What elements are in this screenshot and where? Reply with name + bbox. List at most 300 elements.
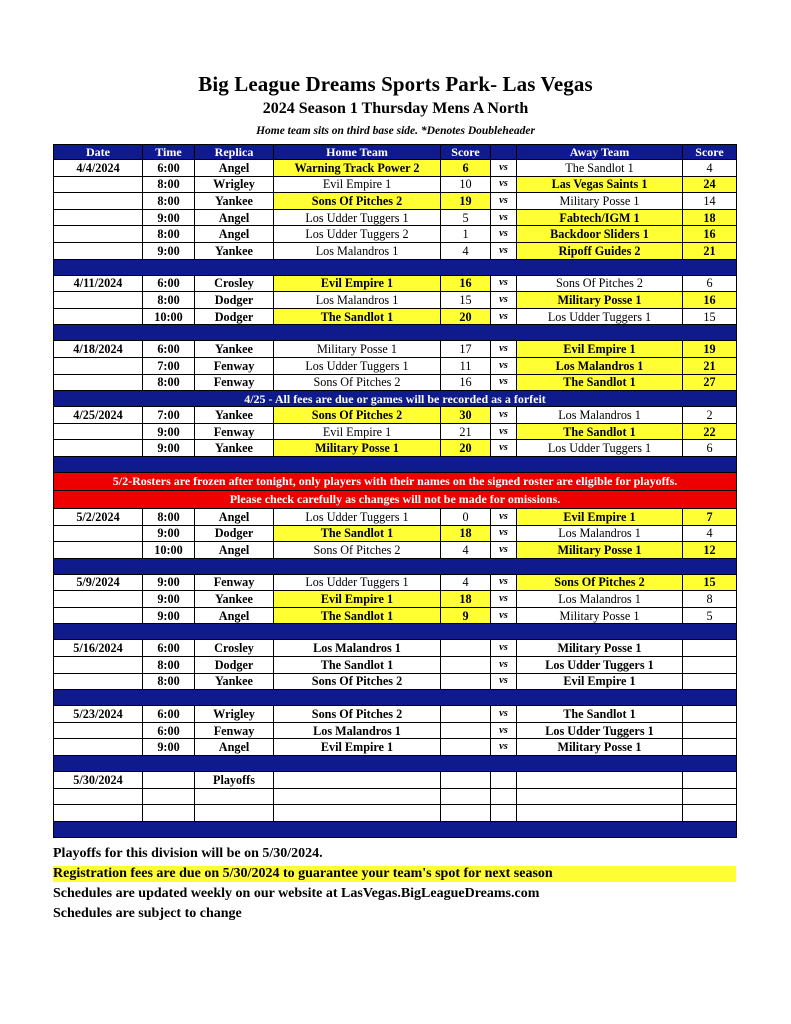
home-team-cell: Evil Empire 1 bbox=[274, 739, 441, 756]
home-score-cell bbox=[441, 739, 491, 756]
home-team-cell: Sons Of Pitches 2 bbox=[274, 673, 441, 690]
table-row bbox=[54, 722, 737, 739]
away-team-cell: Military Posse 1 bbox=[517, 542, 683, 559]
table-row bbox=[54, 440, 737, 457]
table-row bbox=[54, 788, 737, 805]
away-score-cell: 15 bbox=[683, 308, 737, 325]
table-row bbox=[54, 607, 737, 624]
date-cell: 5/16/2024 bbox=[54, 640, 143, 657]
home-team-cell: Los Malandros 1 bbox=[274, 640, 441, 657]
date-cell bbox=[54, 423, 143, 440]
table-row bbox=[54, 542, 737, 559]
replica-cell: Dodger bbox=[195, 525, 274, 542]
schedule-body bbox=[54, 145, 737, 838]
home-score-cell: 10 bbox=[441, 176, 491, 193]
time-cell bbox=[143, 772, 195, 789]
table-row bbox=[54, 275, 737, 292]
replica-cell: Yankee bbox=[195, 193, 274, 210]
replica-cell: Wrigley bbox=[195, 176, 274, 193]
away-score-cell: 16 bbox=[683, 226, 737, 243]
vs-cell: vs bbox=[491, 226, 517, 243]
roster-alert: 5/2-Rosters are frozen after tonight, only players with their names on the signed roster are eligible for playoffs. bbox=[54, 472, 737, 490]
away-team-cell: The Sandlot 1 bbox=[517, 423, 683, 440]
col-vs-header bbox=[491, 145, 517, 160]
time-cell: 8:00 bbox=[143, 508, 195, 525]
replica-cell: Angel bbox=[195, 209, 274, 226]
time-cell: 6:00 bbox=[143, 706, 195, 723]
home-score-cell: 16 bbox=[441, 275, 491, 292]
away-score-cell: 4 bbox=[683, 160, 737, 177]
home-team-cell: Los Malandros 1 bbox=[274, 242, 441, 259]
separator-bar bbox=[54, 259, 737, 275]
table-row bbox=[54, 657, 737, 674]
replica-cell: Angel bbox=[195, 607, 274, 624]
away-score-cell: 6 bbox=[683, 440, 737, 457]
away-score-cell: 22 bbox=[683, 423, 737, 440]
home-team-cell: Military Posse 1 bbox=[274, 440, 441, 457]
vs-cell: vs bbox=[491, 706, 517, 723]
home-team-cell: The Sandlot 1 bbox=[274, 657, 441, 674]
home-team-cell: Sons Of Pitches 2 bbox=[274, 706, 441, 723]
home-team-cell bbox=[274, 772, 441, 789]
date-cell bbox=[54, 440, 143, 457]
home-team-cell: Warning Track Power 2 bbox=[274, 160, 441, 177]
vs-cell: vs bbox=[491, 308, 517, 325]
home-score-cell: 20 bbox=[441, 308, 491, 325]
home-score-cell: 0 bbox=[441, 508, 491, 525]
replica-cell: Wrigley bbox=[195, 706, 274, 723]
away-score-cell bbox=[683, 640, 737, 657]
vs-cell: vs bbox=[491, 574, 517, 591]
replica-cell: Crosley bbox=[195, 640, 274, 657]
replica-cell: Angel bbox=[195, 508, 274, 525]
time-cell: 9:00 bbox=[143, 591, 195, 608]
footer-website-note: Schedules are updated weekly on our website at LasVegas.BigLeagueDreams.com bbox=[53, 886, 540, 901]
alert-row bbox=[54, 490, 737, 508]
alert-row bbox=[54, 472, 737, 490]
home-team-cell: Los Udder Tuggers 1 bbox=[274, 574, 441, 591]
replica-cell: Fenway bbox=[195, 423, 274, 440]
column-header-row bbox=[54, 145, 737, 160]
replica-cell: Angel bbox=[195, 160, 274, 177]
away-score-cell: 27 bbox=[683, 374, 737, 391]
vs-cell: vs bbox=[491, 591, 517, 608]
home-score-cell: 20 bbox=[441, 440, 491, 457]
home-score-cell: 30 bbox=[441, 407, 491, 424]
replica-cell: Dodger bbox=[195, 292, 274, 309]
col-away-score-header: Score bbox=[683, 145, 737, 160]
away-team-cell: The Sandlot 1 bbox=[517, 374, 683, 391]
time-cell: 8:00 bbox=[143, 226, 195, 243]
time-cell: 9:00 bbox=[143, 209, 195, 226]
home-score-cell: 4 bbox=[441, 542, 491, 559]
col-home-score-header: Score bbox=[441, 145, 491, 160]
home-team-cell: Sons Of Pitches 2 bbox=[274, 542, 441, 559]
away-score-cell: 21 bbox=[683, 242, 737, 259]
away-team-cell: Fabtech/IGM 1 bbox=[517, 209, 683, 226]
replica-cell: Yankee bbox=[195, 407, 274, 424]
home-score-cell: 17 bbox=[441, 341, 491, 358]
away-score-cell: 14 bbox=[683, 193, 737, 210]
separator-bar bbox=[54, 558, 737, 574]
date-cell: 4/25/2024 bbox=[54, 407, 143, 424]
table-row bbox=[54, 423, 737, 440]
vs-cell: vs bbox=[491, 722, 517, 739]
table-row bbox=[54, 292, 737, 309]
vs-cell: vs bbox=[491, 440, 517, 457]
home-team-note: Home team sits on third base side. *Denotes Doubleheader bbox=[256, 125, 535, 137]
away-team-cell bbox=[517, 805, 683, 822]
vs-cell: vs bbox=[491, 242, 517, 259]
home-team-cell: Evil Empire 1 bbox=[274, 275, 441, 292]
away-score-cell: 21 bbox=[683, 357, 737, 374]
time-cell: 6:00 bbox=[143, 722, 195, 739]
date-cell: 4/4/2024 bbox=[54, 160, 143, 177]
away-score-cell: 19 bbox=[683, 341, 737, 358]
replica-cell: Angel bbox=[195, 542, 274, 559]
table-row bbox=[54, 308, 737, 325]
vs-cell bbox=[491, 772, 517, 789]
away-score-cell bbox=[683, 805, 737, 822]
week-separator-row bbox=[54, 259, 737, 275]
away-team-cell: Los Malandros 1 bbox=[517, 591, 683, 608]
home-score-cell: 19 bbox=[441, 193, 491, 210]
replica-cell: Yankee bbox=[195, 341, 274, 358]
away-team-cell: Military Posse 1 bbox=[517, 607, 683, 624]
page-title: Big League Dreams Sports Park- Las Vegas bbox=[198, 72, 593, 96]
away-team-cell: Evil Empire 1 bbox=[517, 508, 683, 525]
date-cell bbox=[54, 657, 143, 674]
date-cell: 5/23/2024 bbox=[54, 706, 143, 723]
vs-cell: vs bbox=[491, 275, 517, 292]
time-cell bbox=[143, 805, 195, 822]
away-team-cell: Military Posse 1 bbox=[517, 292, 683, 309]
time-cell: 8:00 bbox=[143, 292, 195, 309]
home-score-cell: 5 bbox=[441, 209, 491, 226]
vs-cell bbox=[491, 788, 517, 805]
vs-cell: vs bbox=[491, 423, 517, 440]
replica-cell: Fenway bbox=[195, 374, 274, 391]
footer-change-note: Schedules are subject to change bbox=[53, 906, 242, 921]
vs-cell: vs bbox=[491, 209, 517, 226]
home-score-cell: 21 bbox=[441, 423, 491, 440]
vs-cell: vs bbox=[491, 657, 517, 674]
time-cell: 9:00 bbox=[143, 440, 195, 457]
away-score-cell: 4 bbox=[683, 525, 737, 542]
week-separator-row bbox=[54, 624, 737, 640]
vs-cell bbox=[491, 805, 517, 822]
home-score-cell: 15 bbox=[441, 292, 491, 309]
time-cell bbox=[143, 788, 195, 805]
away-score-cell: 16 bbox=[683, 292, 737, 309]
time-cell: 10:00 bbox=[143, 542, 195, 559]
home-score-cell: 4 bbox=[441, 574, 491, 591]
date-cell: 5/9/2024 bbox=[54, 574, 143, 591]
date-cell bbox=[54, 308, 143, 325]
away-score-cell: 12 bbox=[683, 542, 737, 559]
table-row bbox=[54, 772, 737, 789]
page-subtitle: 2024 Season 1 Thursday Mens A North bbox=[262, 100, 529, 117]
table-row bbox=[54, 739, 737, 756]
home-team-cell: Los Malandros 1 bbox=[274, 722, 441, 739]
away-team-cell: Las Vegas Saints 1 bbox=[517, 176, 683, 193]
date-cell bbox=[54, 788, 143, 805]
replica-cell: Angel bbox=[195, 739, 274, 756]
time-cell: 8:00 bbox=[143, 657, 195, 674]
date-cell bbox=[54, 722, 143, 739]
week-separator-row bbox=[54, 821, 737, 837]
table-row bbox=[54, 374, 737, 391]
vs-cell: vs bbox=[491, 640, 517, 657]
time-cell: 8:00 bbox=[143, 176, 195, 193]
time-cell: 7:00 bbox=[143, 357, 195, 374]
away-team-cell bbox=[517, 788, 683, 805]
vs-cell: vs bbox=[491, 193, 517, 210]
col-time-header: Time bbox=[143, 145, 195, 160]
separator-bar bbox=[54, 624, 737, 640]
away-score-cell bbox=[683, 788, 737, 805]
date-cell bbox=[54, 673, 143, 690]
away-team-cell: Los Malandros 1 bbox=[517, 525, 683, 542]
replica-cell: Angel bbox=[195, 226, 274, 243]
week-separator-row bbox=[54, 325, 737, 341]
home-score-cell bbox=[441, 657, 491, 674]
footer-playoffs-note: Playoffs for this division will be on 5/30/2024. bbox=[53, 846, 323, 861]
away-team-cell: Evil Empire 1 bbox=[517, 341, 683, 358]
away-score-cell: 6 bbox=[683, 275, 737, 292]
away-team-cell: Los Malandros 1 bbox=[517, 357, 683, 374]
home-team-cell: Military Posse 1 bbox=[274, 341, 441, 358]
home-score-cell bbox=[441, 640, 491, 657]
date-cell bbox=[54, 357, 143, 374]
vs-cell: vs bbox=[491, 739, 517, 756]
date-cell bbox=[54, 193, 143, 210]
home-team-cell: Los Udder Tuggers 1 bbox=[274, 508, 441, 525]
date-cell bbox=[54, 525, 143, 542]
col-home-team-header: Home Team bbox=[274, 145, 441, 160]
home-team-cell: Los Udder Tuggers 1 bbox=[274, 357, 441, 374]
away-team-cell: The Sandlot 1 bbox=[517, 706, 683, 723]
away-team-cell: Military Posse 1 bbox=[517, 193, 683, 210]
away-score-cell: 2 bbox=[683, 407, 737, 424]
week-separator-row bbox=[54, 690, 737, 706]
away-team-cell: Military Posse 1 bbox=[517, 739, 683, 756]
date-cell bbox=[54, 209, 143, 226]
vs-cell: vs bbox=[491, 357, 517, 374]
replica-cell: Fenway bbox=[195, 574, 274, 591]
home-score-cell bbox=[441, 673, 491, 690]
home-team-cell: The Sandlot 1 bbox=[274, 525, 441, 542]
replica-cell bbox=[195, 788, 274, 805]
away-team-cell: Evil Empire 1 bbox=[517, 673, 683, 690]
time-cell: 9:00 bbox=[143, 739, 195, 756]
date-cell: 5/30/2024 bbox=[54, 772, 143, 789]
away-team-cell: Los Udder Tuggers 1 bbox=[517, 308, 683, 325]
date-cell bbox=[54, 374, 143, 391]
table-row bbox=[54, 525, 737, 542]
replica-cell: Crosley bbox=[195, 275, 274, 292]
vs-cell: vs bbox=[491, 525, 517, 542]
date-cell bbox=[54, 739, 143, 756]
separator-bar bbox=[54, 325, 737, 341]
home-team-cell: Sons Of Pitches 2 bbox=[274, 193, 441, 210]
home-score-cell bbox=[441, 788, 491, 805]
time-cell: 6:00 bbox=[143, 275, 195, 292]
notice-row bbox=[54, 391, 737, 407]
away-team-cell: Los Udder Tuggers 1 bbox=[517, 440, 683, 457]
col-away-team-header: Away Team bbox=[517, 145, 683, 160]
away-score-cell: 8 bbox=[683, 591, 737, 608]
col-date-header: Date bbox=[54, 145, 143, 160]
away-score-cell: 7 bbox=[683, 508, 737, 525]
time-cell: 6:00 bbox=[143, 341, 195, 358]
vs-cell: vs bbox=[491, 673, 517, 690]
away-score-cell: 24 bbox=[683, 176, 737, 193]
replica-cell bbox=[195, 805, 274, 822]
time-cell: 9:00 bbox=[143, 525, 195, 542]
date-cell bbox=[54, 176, 143, 193]
table-row bbox=[54, 209, 737, 226]
home-team-cell bbox=[274, 805, 441, 822]
replica-cell: Yankee bbox=[195, 242, 274, 259]
home-team-cell: Los Malandros 1 bbox=[274, 292, 441, 309]
replica-cell: Yankee bbox=[195, 591, 274, 608]
home-score-cell: 16 bbox=[441, 374, 491, 391]
home-team-cell: Los Udder Tuggers 2 bbox=[274, 226, 441, 243]
away-score-cell bbox=[683, 657, 737, 674]
table-row bbox=[54, 805, 737, 822]
away-score-cell: 18 bbox=[683, 209, 737, 226]
away-team-cell: Sons Of Pitches 2 bbox=[517, 574, 683, 591]
away-score-cell bbox=[683, 739, 737, 756]
away-score-cell bbox=[683, 673, 737, 690]
date-cell bbox=[54, 542, 143, 559]
home-score-cell: 4 bbox=[441, 242, 491, 259]
home-team-cell: Evil Empire 1 bbox=[274, 176, 441, 193]
home-team-cell: Sons Of Pitches 2 bbox=[274, 407, 441, 424]
time-cell: 9:00 bbox=[143, 574, 195, 591]
home-team-cell: The Sandlot 1 bbox=[274, 607, 441, 624]
schedule-table bbox=[53, 144, 737, 838]
week-separator-row bbox=[54, 558, 737, 574]
time-cell: 10:00 bbox=[143, 308, 195, 325]
time-cell: 8:00 bbox=[143, 193, 195, 210]
away-team-cell: Los Udder Tuggers 1 bbox=[517, 722, 683, 739]
separator-bar bbox=[54, 456, 737, 472]
replica-cell: Dodger bbox=[195, 657, 274, 674]
roster-alert: Please check carefully as changes will not be made for omissions. bbox=[54, 490, 737, 508]
replica-cell: Yankee bbox=[195, 440, 274, 457]
vs-cell: vs bbox=[491, 508, 517, 525]
home-team-cell bbox=[274, 788, 441, 805]
time-cell: 6:00 bbox=[143, 640, 195, 657]
away-score-cell bbox=[683, 772, 737, 789]
week-separator-row bbox=[54, 756, 737, 772]
away-team-cell: Sons Of Pitches 2 bbox=[517, 275, 683, 292]
home-team-cell: Evil Empire 1 bbox=[274, 423, 441, 440]
table-row bbox=[54, 706, 737, 723]
home-score-cell: 18 bbox=[441, 525, 491, 542]
table-row bbox=[54, 242, 737, 259]
away-team-cell bbox=[517, 772, 683, 789]
footer-registration-note: Registration fees are due on 5/30/2024 to guarantee your team's spot for next season bbox=[53, 866, 736, 882]
time-cell: 9:00 bbox=[143, 607, 195, 624]
replica-cell: Yankee bbox=[195, 673, 274, 690]
home-team-cell: Sons Of Pitches 2 bbox=[274, 374, 441, 391]
time-cell: 8:00 bbox=[143, 673, 195, 690]
away-team-cell: Military Posse 1 bbox=[517, 640, 683, 657]
table-row bbox=[54, 357, 737, 374]
home-team-cell: Los Udder Tuggers 1 bbox=[274, 209, 441, 226]
table-row bbox=[54, 574, 737, 591]
home-team-cell: The Sandlot 1 bbox=[274, 308, 441, 325]
replica-cell: Dodger bbox=[195, 308, 274, 325]
date-cell bbox=[54, 591, 143, 608]
replica-cell: Fenway bbox=[195, 722, 274, 739]
table-row bbox=[54, 673, 737, 690]
replica-cell: Fenway bbox=[195, 357, 274, 374]
away-score-cell: 5 bbox=[683, 607, 737, 624]
vs-cell: vs bbox=[491, 407, 517, 424]
away-team-cell: Ripoff Guides 2 bbox=[517, 242, 683, 259]
separator-bar bbox=[54, 690, 737, 706]
week-separator-row bbox=[54, 456, 737, 472]
table-row bbox=[54, 341, 737, 358]
date-cell bbox=[54, 226, 143, 243]
table-row bbox=[54, 407, 737, 424]
table-row bbox=[54, 508, 737, 525]
table-row bbox=[54, 193, 737, 210]
home-score-cell: 18 bbox=[441, 591, 491, 608]
fee-notice: 4/25 - All fees are due or games will be recorded as a forfeit bbox=[54, 391, 737, 407]
date-cell: 5/2/2024 bbox=[54, 508, 143, 525]
table-row bbox=[54, 226, 737, 243]
away-team-cell: Los Udder Tuggers 1 bbox=[517, 657, 683, 674]
date-cell: 4/18/2024 bbox=[54, 341, 143, 358]
away-score-cell bbox=[683, 706, 737, 723]
home-score-cell: 9 bbox=[441, 607, 491, 624]
time-cell: 8:00 bbox=[143, 374, 195, 391]
away-team-cell: The Sandlot 1 bbox=[517, 160, 683, 177]
vs-cell: vs bbox=[491, 160, 517, 177]
table-row bbox=[54, 591, 737, 608]
home-score-cell bbox=[441, 706, 491, 723]
home-score-cell: 6 bbox=[441, 160, 491, 177]
time-cell: 9:00 bbox=[143, 242, 195, 259]
table-row bbox=[54, 176, 737, 193]
table-row bbox=[54, 640, 737, 657]
time-cell: 9:00 bbox=[143, 423, 195, 440]
away-team-cell: Backdoor Sliders 1 bbox=[517, 226, 683, 243]
date-cell bbox=[54, 292, 143, 309]
col-replica-header: Replica bbox=[195, 145, 274, 160]
away-score-cell: 15 bbox=[683, 574, 737, 591]
replica-cell: Playoffs bbox=[195, 772, 274, 789]
home-score-cell: 1 bbox=[441, 226, 491, 243]
home-team-cell: Evil Empire 1 bbox=[274, 591, 441, 608]
away-team-cell: Los Malandros 1 bbox=[517, 407, 683, 424]
vs-cell: vs bbox=[491, 292, 517, 309]
time-cell: 6:00 bbox=[143, 160, 195, 177]
away-score-cell bbox=[683, 722, 737, 739]
time-cell: 7:00 bbox=[143, 407, 195, 424]
home-score-cell bbox=[441, 772, 491, 789]
date-cell bbox=[54, 805, 143, 822]
separator-bar bbox=[54, 756, 737, 772]
vs-cell: vs bbox=[491, 176, 517, 193]
vs-cell: vs bbox=[491, 542, 517, 559]
date-cell: 4/11/2024 bbox=[54, 275, 143, 292]
